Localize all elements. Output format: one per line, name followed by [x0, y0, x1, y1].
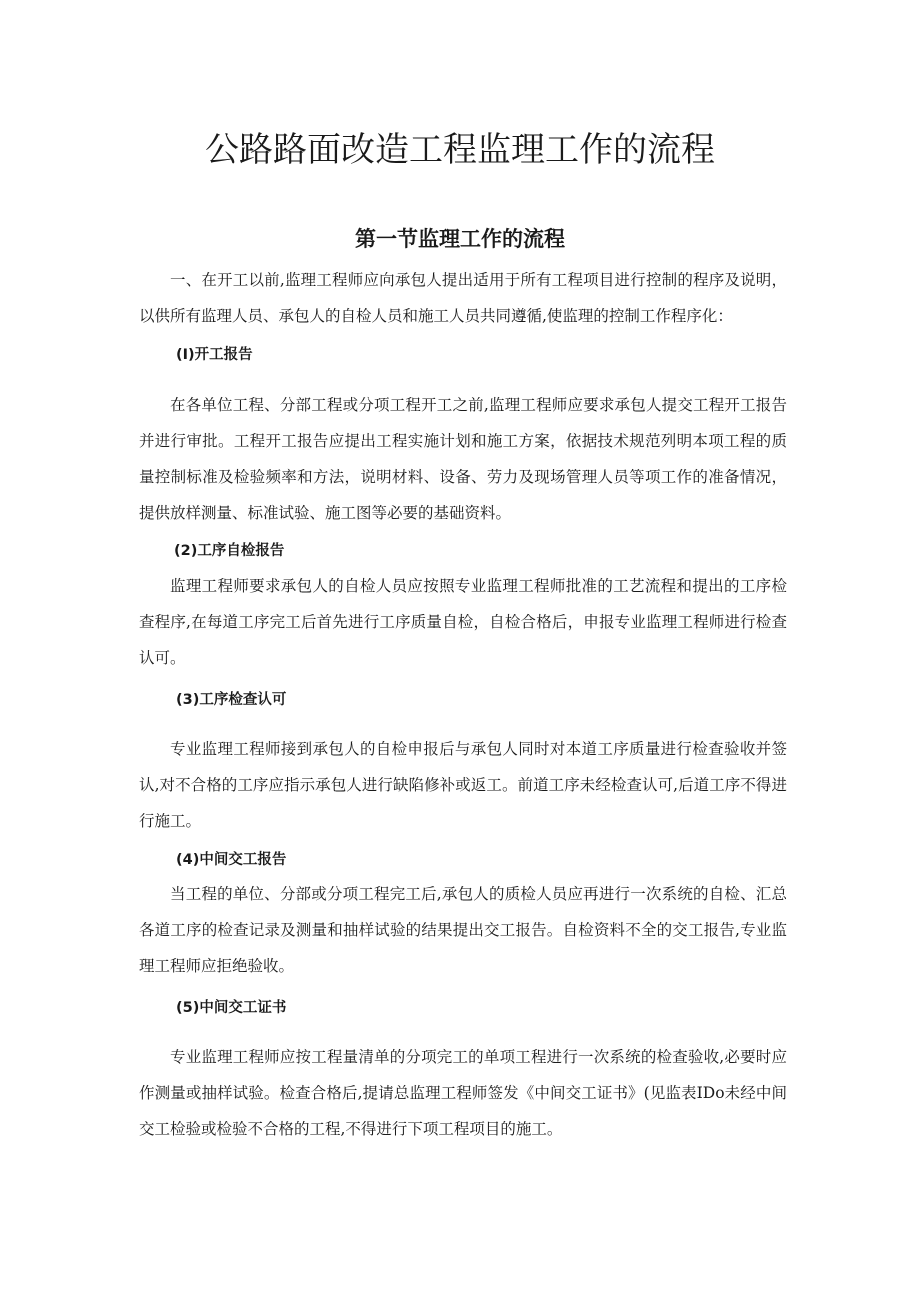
- section-title: 第一节监理工作的流程: [355, 226, 565, 251]
- item-paragraph-1: 在各单位工程、分部工程或分项工程开工之前,监理工程师应要求承包人提交工程开工报告并进行审批。工程开工报告应提出工程实施计划和施工方案，依据技术规范列明本项工程的质量控制标准及检验频率和方法，说明材料、设备、劳力及现场管理人员等项工作的准备情况，提供放样测量、标准试验、施工图等必要的基础资料。: [139, 396, 787, 522]
- item-heading-2: (2)工序自检报告: [174, 543, 285, 559]
- item-paragraph-3: 专业监理工程师接到承包人的自检申报后与承包人同时对本道工序质量进行检查验收并签认,对不合格的工序应指示承包人进行缺陷修补或返工。前道工序未经检查认可,后道工序不得进行施工。: [139, 740, 787, 830]
- item-heading-1: (I)开工报告: [176, 347, 253, 363]
- item-paragraph-5: 专业监理工程师应按工程量清单的分项完工的单项工程进行一次系统的检查验收,必要时应作测量或抽样试验。检查合格后,提请总监理工程师签发《中间交工证书》(见监表IDo未经中间交工检验或检验不合格的工程,不得进行下项工程项目的施工。: [139, 1048, 787, 1138]
- item-paragraph-2: 监理工程师要求承包人的自检人员应按照专业监理工程师批准的工艺流程和提出的工序检查程序,在每道工序完工后首先进行工序质量自检，自检合格后，申报专业监理工程师进行检查认可。: [139, 577, 787, 667]
- item-paragraph-4: 当工程的单位、分部或分项工程完工后,承包人的质检人员应再进行一次系统的自检、汇总各道工序的检查记录及测量和抽样试验的结果提出交工报告。自检资料不全的交工报告,专业监理工程师应拒绝验收。: [139, 885, 787, 975]
- item-heading-5: (5)中间交工证书: [176, 1000, 287, 1016]
- document-title: 公路路面改造工程监理工作的流程: [205, 130, 715, 170]
- item-heading-3: (3)工序检查认可: [176, 692, 287, 708]
- item-heading-4: (4)中间交工报告: [176, 852, 287, 868]
- intro-paragraph: 一、在开工以前,监理工程师应向承包人提出适用于所有工程项目进行控制的程序及说明，以供所有监理人员、承包人的自检人员和施工人员共同遵循,使监理的控制工作程序化：: [139, 271, 787, 325]
